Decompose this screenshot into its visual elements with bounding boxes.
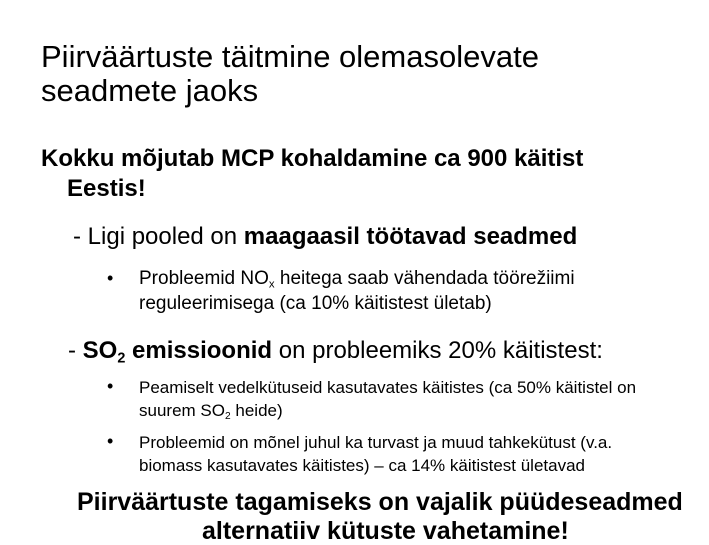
point1-sub-a: Probleemid NO: [139, 268, 269, 289]
point2-item1-a: suurem SO: [139, 401, 225, 420]
point2-item2-line1: Probleemid on mõnel juhul ka turvast ja muud tahkekütust (v.a.: [139, 433, 613, 452]
point2-bold-a: SO: [82, 337, 118, 364]
point2-item1-line2: [139, 400, 283, 421]
point2-bold-sub: 2: [117, 350, 126, 367]
point1-heading: [73, 224, 577, 250]
point2-bullet2: •: [107, 431, 114, 451]
intro-line1: Kokku mõjutab MCP kohaldamine ca 900 käitist: [41, 145, 584, 172]
point2-item1-sub: 2: [224, 411, 231, 423]
point2-bold-b: emissioonid: [125, 337, 273, 364]
intro-line2: Eestis!: [67, 175, 146, 202]
slide-title-line2: seadmete jaoks: [41, 73, 259, 108]
point2-prefix: -: [68, 337, 83, 364]
point1-sub-line2: reguleerimisega (ca 10% käitistest ületab): [139, 293, 492, 314]
point2-item1-line1: Peamiselt vedelkütuseid kasutavates käitistes (ca 50% käitistel on: [139, 378, 637, 397]
point1-sub-line1: [139, 268, 575, 290]
point1-bold: maagaasil töötavad seadmed: [243, 223, 578, 250]
point2-rest: on probleemiks 20% käitistest:: [272, 337, 603, 364]
point2-bullet1: •: [107, 376, 114, 396]
point1-prefix: - Ligi pooled on: [73, 223, 244, 250]
point1-sub-b: heitega saab vähendada töörežiimi: [274, 268, 575, 289]
point2-heading: [68, 337, 603, 367]
closing-line2: alternatiiv kütuste vahetamine!: [202, 517, 569, 545]
point1-sub-x: x: [268, 278, 275, 291]
point2-item2-line2: biomass kasutavates käitistes) – ca 14% käitistest ületavad: [139, 456, 585, 475]
slide-title-line1: Piirväärtuste täitmine olemasolevate: [41, 39, 539, 74]
point2-item1-b: heide): [230, 401, 283, 420]
closing-line1: Piirväärtuste tagamiseks on vajalik püüdeseadmed: [77, 488, 683, 516]
point1-bullet: •: [107, 268, 114, 288]
